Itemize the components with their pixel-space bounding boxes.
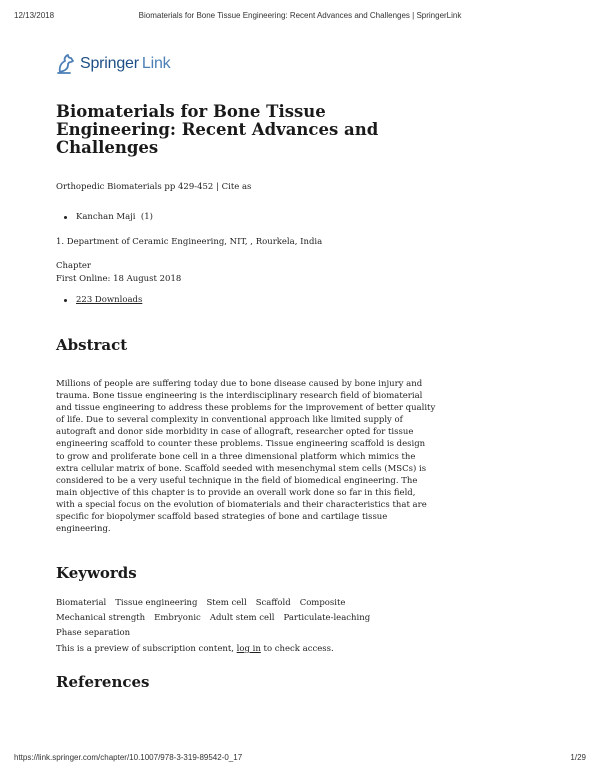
logo-springer-text: Springer bbox=[80, 55, 139, 72]
bullet-icon bbox=[64, 216, 67, 219]
keyword: Composite bbox=[299, 598, 346, 608]
article-title: Biomaterials for Bone Tissue Engineering: Recent Advances and Challenges bbox=[56, 102, 379, 157]
abstract-text: Millions of people are suffering today due to bone disease caused by bone injury and trauma. Bone tissue engineering is the interdisciplinary research field of biomaterial and tissue engineering to address these problems for the improvement of better quality of life. Due to several complexity in conventional approach like limited supply of autograft and donor side morbidity in case of allograft, researcher opted for tissue engineering scaffold to counter these problems. Tissue engineering scaffold is design to grow and proliferate bone cell in a three dimensional platform which mimics the extra cellular matrix of bone. Scaffold seeded with mesenchymal stem cells (MSCs) is considered to be a very useful technique in the field of biomedical engineering. The main objective of this chapter is to provide an overall work done so far in this field, with a special focus on the evolution of biomaterials and their characteristics that are specific for biopolymer scaffold based strategies of bone and cartilage tissue engineering. bbox=[56, 379, 436, 535]
preview-notice bbox=[56, 643, 436, 656]
preview-text-before: This is a preview of subscription content, bbox=[56, 644, 237, 654]
keyword: Adult stem cell bbox=[209, 613, 275, 623]
print-page-number: 1/29 bbox=[570, 753, 586, 762]
author-list bbox=[64, 211, 153, 224]
downloads-item bbox=[64, 294, 142, 307]
keyword: Scaffold bbox=[255, 598, 291, 608]
preview-text-after: to check access. bbox=[260, 644, 334, 654]
print-url: https://link.springer.com/chapter/10.1007/978-3-319-89542-0_17 bbox=[14, 753, 243, 762]
keyword: Particulate-leaching bbox=[283, 613, 371, 623]
content-type: Chapter bbox=[56, 261, 91, 271]
keyword: Biomaterial bbox=[56, 598, 107, 608]
springer-horse-icon bbox=[56, 53, 76, 75]
downloads-link[interactable]: 223 Downloads bbox=[76, 295, 143, 305]
keyword: Stem cell bbox=[206, 598, 247, 608]
logo-link-text: Link bbox=[141, 55, 171, 72]
springerlink-logo[interactable] bbox=[56, 52, 170, 76]
keywords-list bbox=[56, 597, 436, 640]
chapter-meta bbox=[56, 260, 436, 286]
author-ref: (1) bbox=[140, 212, 153, 222]
keywords-heading: Keywords bbox=[56, 564, 137, 582]
keyword: Mechanical strength bbox=[56, 613, 146, 623]
author-item bbox=[64, 211, 153, 224]
affiliation: 1. Department of Ceramic Engineering, NIT, , Rourkela, India bbox=[56, 237, 323, 247]
first-online: First Online: 18 August 2018 bbox=[56, 274, 182, 284]
author-name[interactable]: Kanchan Maji bbox=[76, 212, 136, 222]
references-heading: References bbox=[56, 673, 150, 691]
abstract-heading: Abstract bbox=[56, 336, 128, 354]
keyword: Embryonic bbox=[154, 613, 201, 623]
print-date: 12/13/2018 bbox=[14, 11, 55, 20]
bullet-icon bbox=[64, 299, 67, 302]
keyword: Tissue engineering bbox=[115, 598, 198, 608]
print-page-title: Biomaterials for Bone Tissue Engineering: Recent Advances and Challenges | SpringerLink bbox=[138, 11, 462, 20]
keyword: Phase separation bbox=[56, 628, 131, 638]
cite-line: Orthopedic Biomaterials pp 429-452 | Cite as bbox=[56, 182, 252, 192]
login-link[interactable]: log in bbox=[236, 644, 261, 654]
